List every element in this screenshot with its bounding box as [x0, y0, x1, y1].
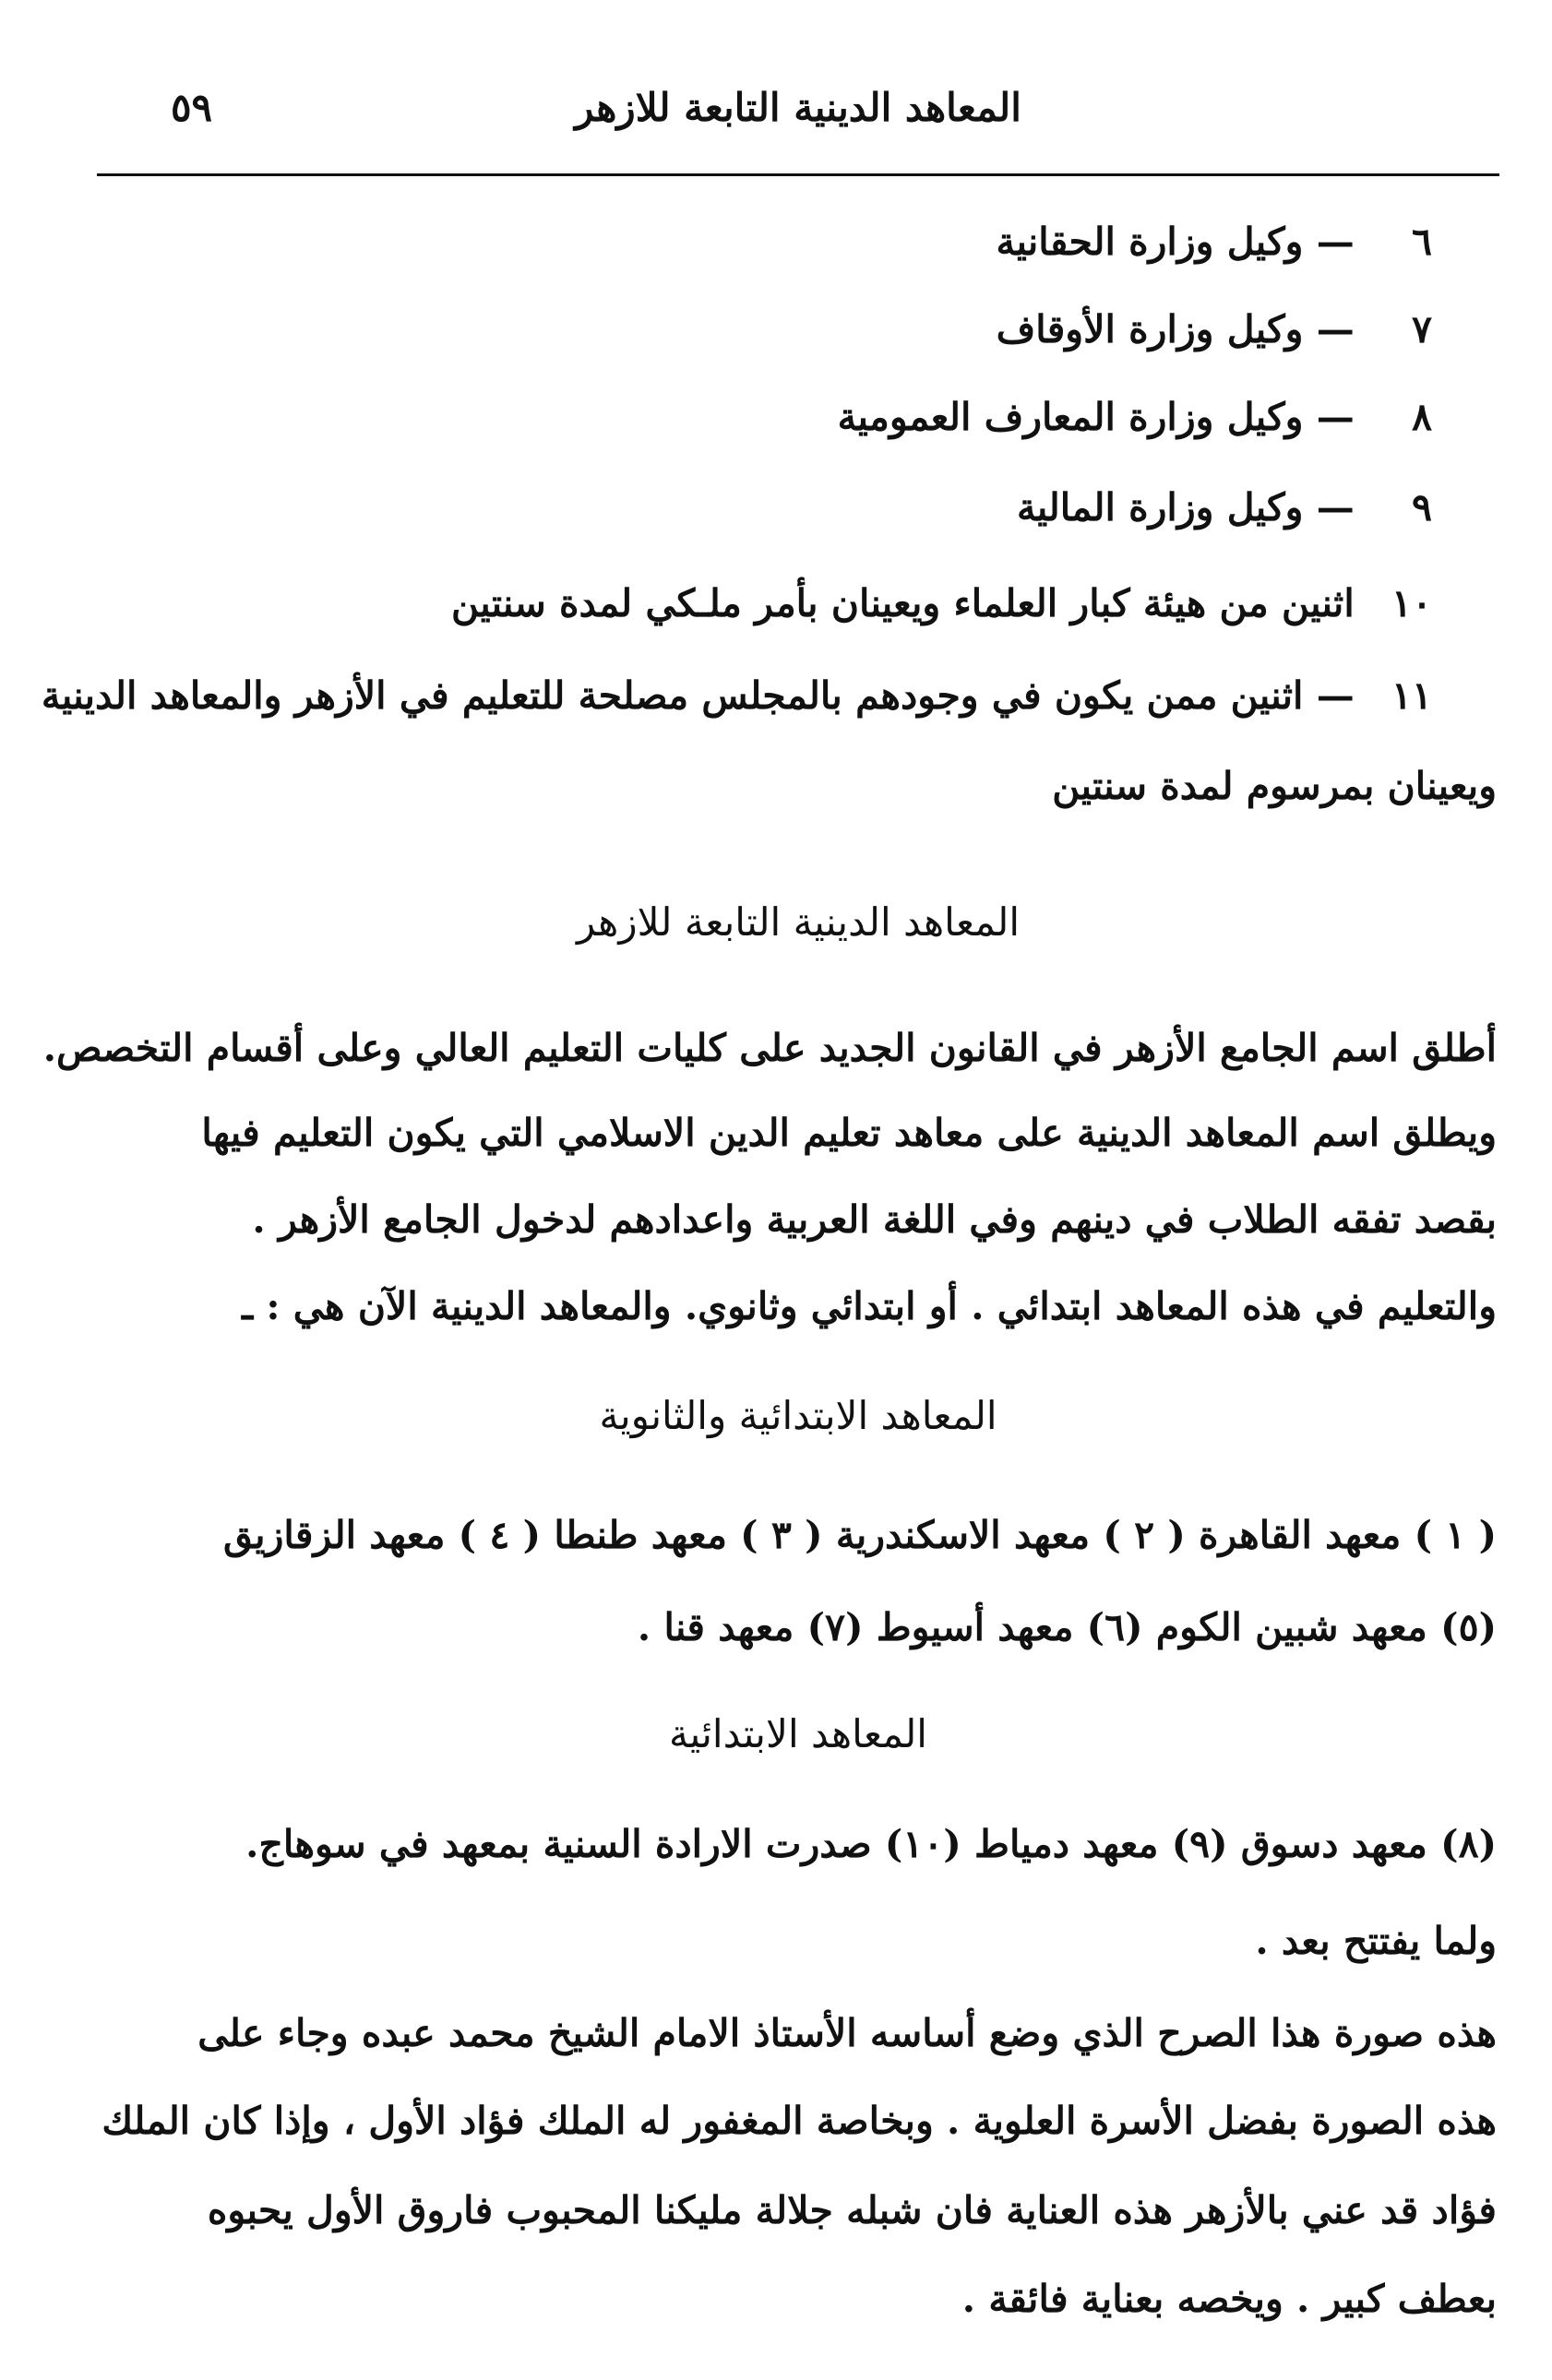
list-item [1017, 485, 1432, 530]
paragraph-line: ويطلق اسم المعاهد الدينية على معاهد تعليم الدين الاسلامي التي يكون التعليم فيها [201, 1111, 1497, 1155]
page-number: ٥٩ [171, 85, 213, 130]
paragraph-line: أطلق اسم الجامع الأزهر في القانون الجديد على كليات التعليم العالي وعلى أقسام التخصص. [42, 1026, 1497, 1070]
list-item [451, 581, 1432, 626]
paragraph-line: ( ١ ) معهد القاهرة ( ٢ ) معهد الاسكندرية ( ٣ ) معهد طنطا ( ٤ ) معهد الزقازيق [222, 1513, 1497, 1557]
running-title: المعاهد الدينية التابعة للازهر [575, 85, 1021, 130]
section-heading: المعاهد الابتدائية [669, 1711, 927, 1756]
paragraph-line: بعطف كبير . ويخصه بعناية فائقة . [961, 2277, 1497, 2321]
section-heading: المعاهد الابتدائية والثانوية [599, 1393, 997, 1438]
list-item [838, 395, 1432, 440]
section-heading: المعاهد الدينية التابعة للازهر [577, 899, 1020, 945]
item-number: ٩ [1411, 485, 1432, 530]
list-item-continuation: ويعينان بمرسوم لمدة سنتين [1052, 764, 1497, 808]
item-number: ٦ [1411, 220, 1432, 264]
item-text: — وكيل وزارة الأوقاف [996, 307, 1355, 351]
item-number: ١١ [1391, 673, 1432, 718]
item-text: — اثنين ممن يكون في وجودهم بالمجلس مصلحة للتعليم في الأزهر والمعاهد الدينية [41, 673, 1355, 718]
list-item [42, 673, 1432, 719]
item-number: ١٠ [1391, 581, 1432, 625]
paragraph-line: والتعليم في هذه المعاهد ابتدائي . أو ابتدائي وثانوي. والمعاهد الدينية الآن هي : ـ [242, 1284, 1497, 1328]
item-text: — وكيل وزارة المعارف العمومية [837, 395, 1355, 439]
paragraph-line: (٨) معهد دسوق (٩) معهد دمياط (١٠) صدرت الارادة السنية بمعهد في سوهاج. [245, 1822, 1497, 1866]
paragraph-line: فؤاد قد عني بالأزهر هذه العناية فان شبله جلالة مليكنا المحبوب فاروق الأول يحبوه [207, 2188, 1497, 2232]
paragraph-line: هذه الصورة بفضل الأسرة العلوية . وبخاصة المغفور له الملك فؤاد الأول ، وإذا كان الملك [101, 2099, 1497, 2143]
page-header [97, 85, 1499, 159]
paragraph-line: بقصد تفقه الطلاب في دينهم وفي اللغة العربية واعدادهم لدخول الجامع الأزهر . [252, 1197, 1497, 1242]
header-rule [97, 173, 1499, 176]
paragraph-line: هذه صورة هذا الصرح الذي وضع أساسه الأستاذ الامام الشيخ محمد عبده وجاء على [197, 2011, 1497, 2055]
paragraph-line: (٥) معهد شبين الكوم (٦) معهد أسيوط (٧) معهد قنا . [637, 1605, 1497, 1649]
item-text: اثنين من هيئة كبار العلماء ويعينان بأمر ملـكي لمدة سنتين [451, 581, 1355, 625]
list-item [997, 307, 1432, 352]
paragraph-line: ولما يفتتح بعد . [1255, 1919, 1497, 1963]
item-number: ٨ [1411, 395, 1432, 439]
item-number: ٧ [1411, 307, 1432, 351]
item-text: — وكيل وزارة المالية [1016, 485, 1355, 530]
item-text: — وكيل وزارة الحقانية [996, 220, 1355, 264]
list-item [997, 220, 1432, 265]
